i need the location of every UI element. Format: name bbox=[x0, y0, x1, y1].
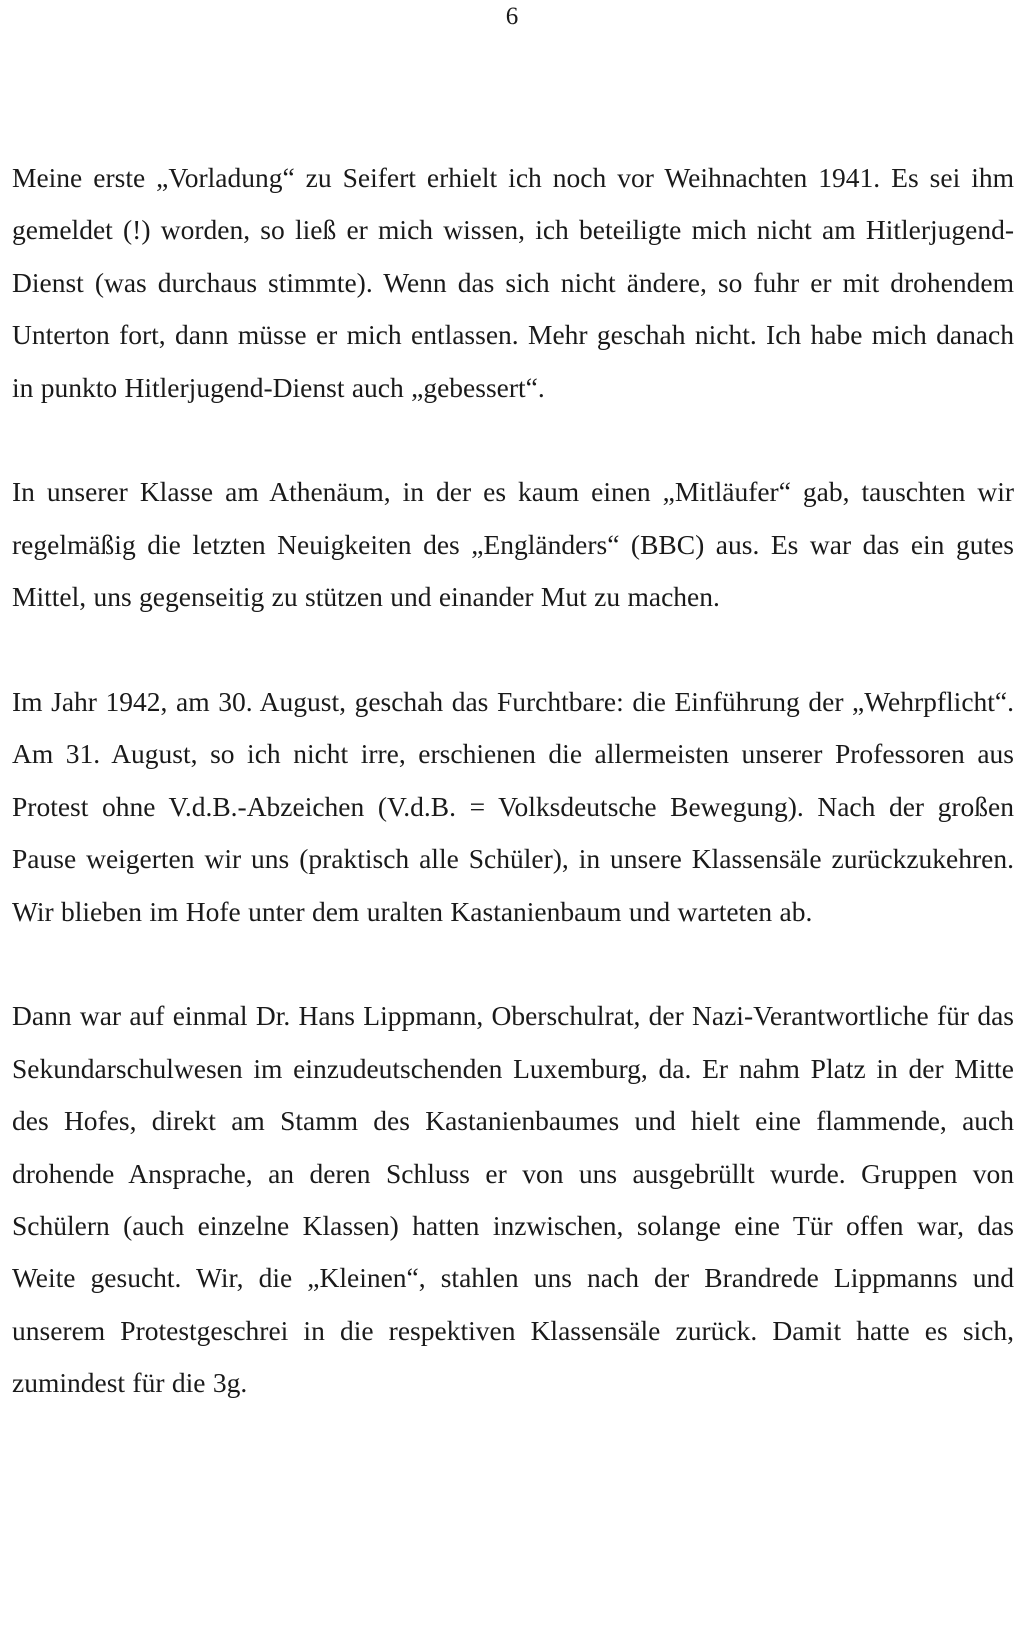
paragraph-wehrpflicht: Im Jahr 1942, am 30. August, geschah das Furchtbare: die Einführung der „Wehrpflicht“. Am 31. August, so ich nicht irre, erschienen die allermeisten unserer Professoren aus Protest ohne V.d.B.-Abzeichen (V.d.B. = Volksdeutsche Bewegung). Nach der großen Pause weigerten wir uns (praktisch alle Schüler), in unsere Klassensäle zurückzukehren. Wir blieben im Hofe unter dem uralten Kastanienbaum und warteten ab. bbox=[12, 686, 1014, 927]
paragraph-lippmann: Dann war auf einmal Dr. Hans Lippmann, Oberschulrat, der Nazi-Verantwortliche für das Sekundarschulwesen im einzudeutschenden Luxemburg, da. Er nahm Platz in der Mitte des Hofes, direkt am Stamm des Kastanienbaumes und hielt eine flammende, auch drohende Ansprache, an deren Schluss er von uns ausgebrüllt wurde. Gruppen von Schülern (auch einzelne Klassen) hatten inzwischen, solange eine Tür offen war, das Weite gesucht. Wir, die „Kleinen“, stahlen uns nach der Brandrede Lippmanns und unserem Protestgeschrei in die respektiven Klassensäle zurück. Damit hatte es sich, zumindest für die 3g. bbox=[12, 1000, 1014, 1399]
paragraph-vorladung: Meine erste „Vorladung“ zu Seifert erhielt ich noch vor Weihnachten 1941. Es sei ihm gemeldet (!) worden, so ließ er mich wissen, ich beteiligte mich nicht am Hitlerjugend-Dienst (was durchaus stimmte). Wenn das sich nicht ändere, so fuhr er mit drohendem Unterton fort, dann müsse er mich entlassen. Mehr geschah nicht. Ich habe mich danach in punkto Hitlerjugend-Dienst auch „gebessert“. bbox=[12, 162, 1014, 403]
page-number: 6 bbox=[505, 3, 519, 30]
paragraph-athenaeum-class: In unserer Klasse am Athenäum, in der es kaum einen „Mitläufer“ gab, tauschten wir regelmäßig die letzten Neuigkeiten des „Engländers“ (BBC) aus. Es war das ein gutes Mittel, uns gegenseitig zu stützen und einander Mut zu machen. bbox=[12, 476, 1014, 613]
document-body bbox=[12, 152, 1014, 1410]
